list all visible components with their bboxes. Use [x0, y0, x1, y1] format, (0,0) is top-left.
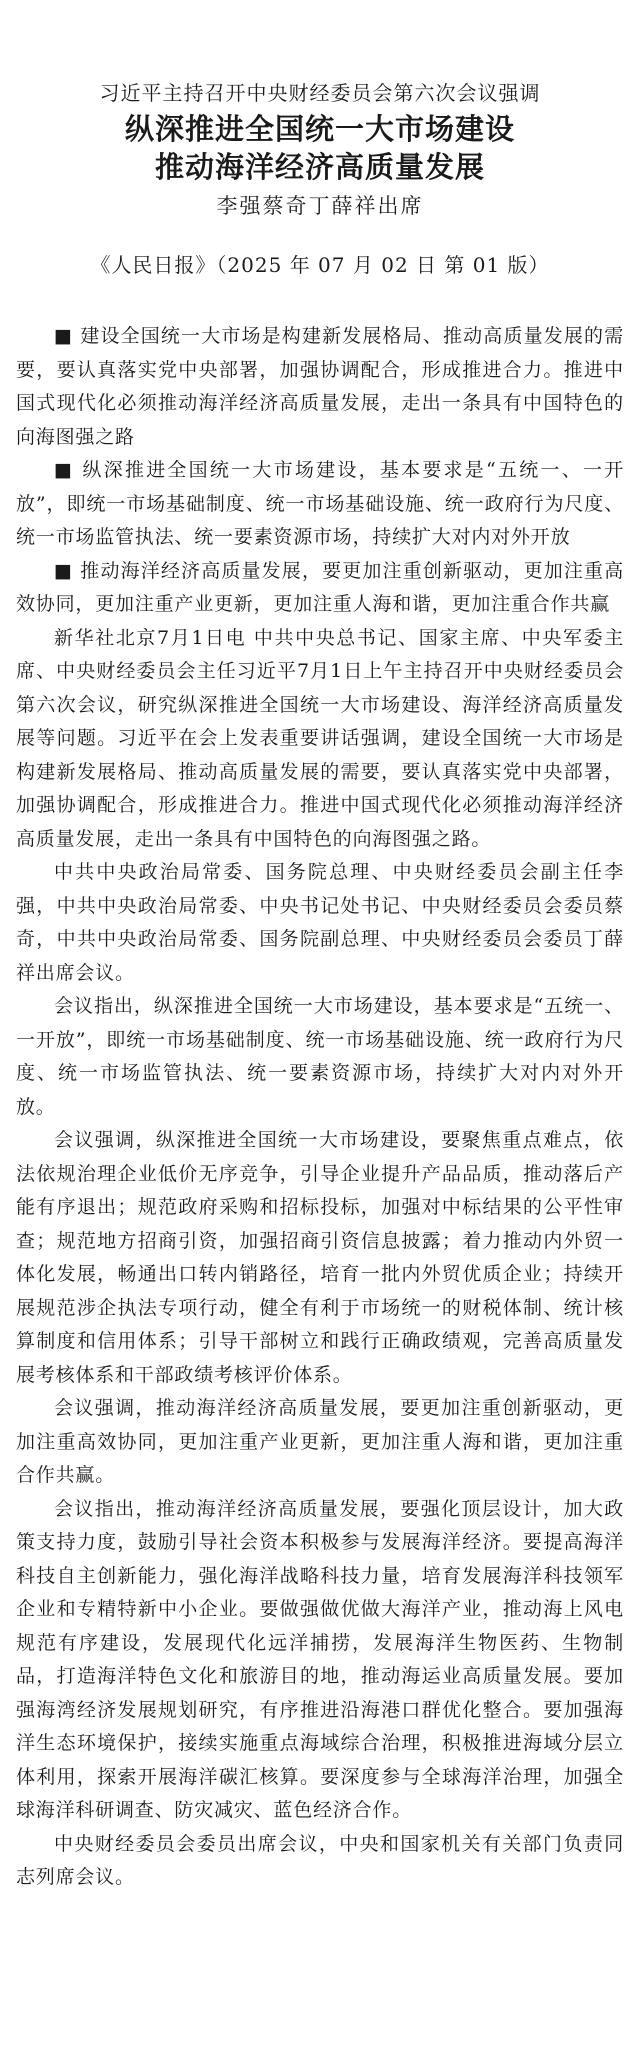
summary-point-2: ■ 纵深推进全国统一大市场建设，基本要求是“五统一、一开放”，即统一市场基础制度、统一市场基础设施、统一政府行为尺度、统一市场监管执法、统一要素资源市场，持续扩大对内对外开放 [16, 459, 624, 548]
body-paragraph-requirements: 会议指出，纵深推进全国统一大市场建设，基本要求是“五统一、一开放”，即统一市场基础制度、统一市场基础设施、统一政府行为尺度、统一市场监管执法、统一要素资源市场，持续扩大对内对外开放。 [16, 995, 624, 1118]
article-header [16, 78, 624, 280]
summary-point-3: ■ 推动海洋经济高质量发展，要更加注重创新驱动，更加注重高效协同，更加注重产业更新，更加注重人海和谐，更加注重合作共赢 [16, 559, 624, 615]
article-attendees: 李强蔡奇丁薛祥出席 [216, 194, 424, 218]
body-paragraph-market-measures: 会议强调，纵深推进全国统一大市场建设，要聚焦重点难点，依法依规治理企业低价无序竞争，引导企业提升产品品质，推动落后产能有序退出；规范政府采购和招标投标，加强对中标结果的公平性审查；规范地方招商引资，加强招商引资信息披露；着力推动内外贸一体化发展，畅通出口转内销路径，培育一批内外贸优质企业；持续开展规范涉企执法专项行动，健全有利于市场统一的财税体制、统计核算制度和信用体系；引导干部树立和践行正确政绩观，完善高质量发展考核体系和干部政绩考核评价体系。 [16, 1129, 624, 1386]
body-paragraph-dateline: 新华社北京7月1日电 中共中央总书记、国家主席、中央军委主席、中央财经委员会主任习近平7月1日上午主持召开中央财经委员会第六次会议，研究纵深推进全国统一大市场建设、海洋经济高质量发展等问题。习近平在会上发表重要讲话强调，建设全国统一大市场是构建新发展格局、推动高质量发展的需要，要认真落实党中央部署，加强协调配合，形成推进合力。推进中国式现代化必须推动海洋经济高质量发展，走出一条具有中国特色的向海图强之路。 [16, 626, 624, 850]
article-kicker: 习近平主持召开中央财经委员会第六次会议强调 [99, 81, 541, 105]
article-body [16, 320, 624, 1895]
article-title-line-2: 推动海洋经济高质量发展 [154, 150, 485, 184]
body-paragraph-closing: 中央财经委员会委员出席会议，中央和国家机关有关部门负责同志列席会议。 [16, 1832, 624, 1888]
article-source: 《人民日报》（2025 年 07 月 02 日 第 01 版） [90, 253, 550, 277]
body-paragraph-ocean-principles: 会议强调，推动海洋经济高质量发展，要更加注重创新驱动，更加注重高效协同，更加注重产业更新，更加注重人海和谐，更加注重合作共赢。 [16, 1397, 624, 1486]
summary-point-1: ■ 建设全国统一大市场是构建新发展格局、推动高质量发展的需要，要认真落实党中央部署，加强协调配合，形成推进合力。推进中国式现代化必须推动海洋经济高质量发展，走出一条具有中国特色的向海图强之路 [16, 325, 624, 448]
body-paragraph-ocean-measures: 会议指出，推动海洋经济高质量发展，要强化顶层设计，加大政策支持力度，鼓励引导社会资本积极参与发展海洋经济。要提高海洋科技自主创新能力，强化海洋战略科技力量，培育发展海洋科技领军企业和专精特新中小企业。要做强做优做大海洋产业，推动海上风电规范有序建设，发展现代化远洋捕捞，发展海洋生物医药、生物制品，打造海洋特色文化和旅游目的地，推动海运业高质量发展。要加强海湾经济发展规划研究，有序推进沿海港口群优化整合。要加强海洋生态环境保护，接续实施重点海域综合治理，积极推进海域分层立体利用，探索开展海洋碳汇核算。要深度参与全球海洋治理，加强全球海洋科研调查、防灾减灾、蓝色经济合作。 [16, 1497, 624, 1821]
article-title-line-1: 纵深推进全国统一大市场建设 [124, 112, 515, 146]
body-paragraph-attendance: 中共中央政治局常委、国务院总理、中央财经委员会副主任李强，中共中央政治局常委、中央书记处书记、中央财经委员会委员蔡奇，中共中央政治局常委、国务院副总理、中央财经委员会委员丁薛祥出席会议。 [16, 861, 624, 984]
